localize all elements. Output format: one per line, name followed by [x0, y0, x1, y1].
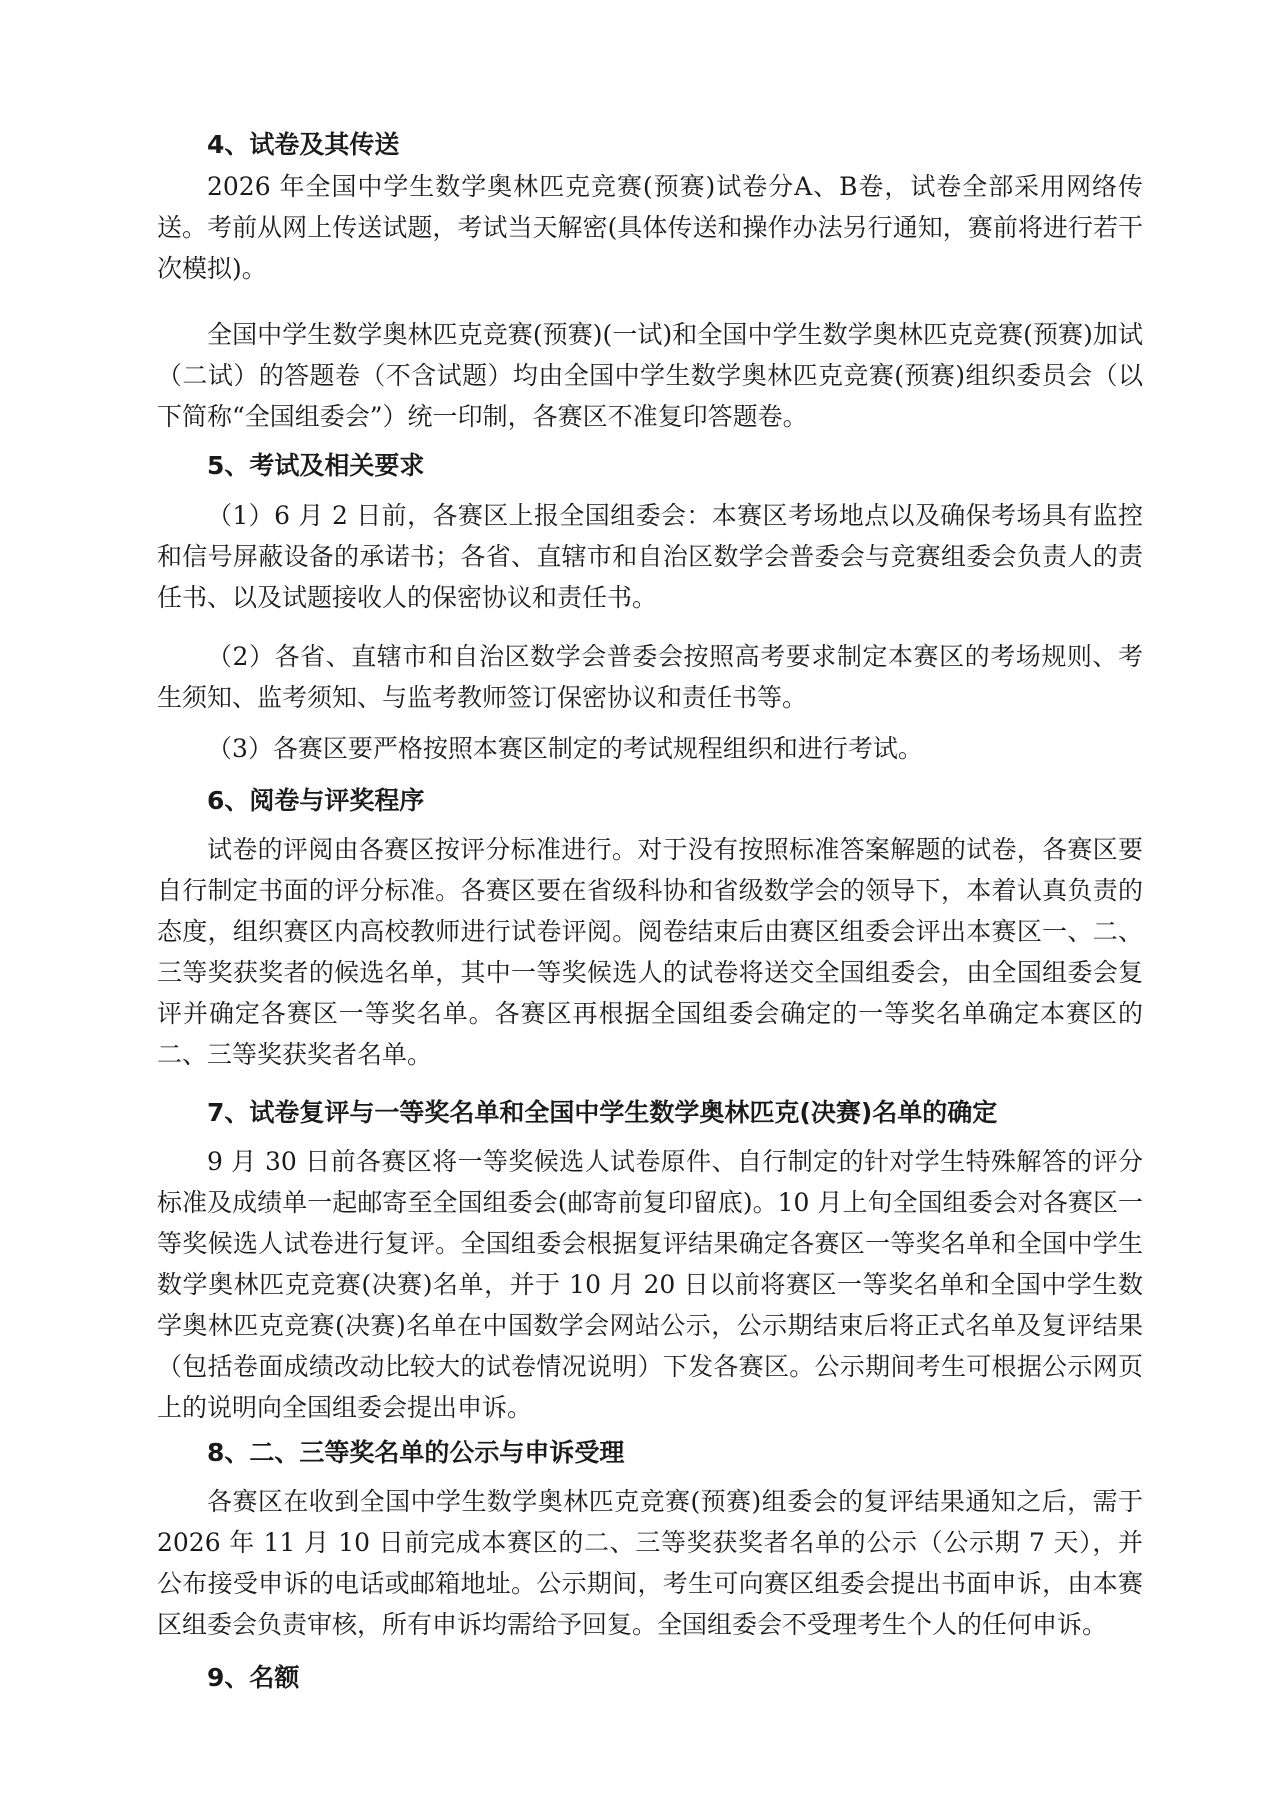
section-4-paragraph-2: 全国中学生数学奥林匹克竞赛(预赛)(一试)和全国中学生数学奥林匹克竞赛(预赛)加试（二试）的答题卷（不含试题）均由全国中学生数学奥林匹克竞赛(预赛)组织委员会（以下简称“全国组委会”）统一印制，各赛区不准复印答题卷。 [157, 320, 1143, 431]
section-5-item-2: （2）各省、直辖市和自治区数学会普委会按照高考要求制定本赛区的考场规则、考生须知、监考须知、与监考教师签订保密协议和责任书等。 [157, 642, 1143, 712]
section-5-heading: 5、考试及相关要求 [207, 451, 425, 480]
section-4-heading: 4、试卷及其传送 [207, 130, 400, 159]
section-6-heading: 6、阅卷与评奖程序 [207, 786, 425, 815]
section-5-item-1: （1）6 月 2 日前，各赛区上报全国组委会：本赛区考场地点以及确保考场具有监控和信号屏蔽设备的承诺书；各省、直辖市和自治区数学会普委会与竞赛组委会负责人的责任书、以及试题接收人的保密协议和责任书。 [157, 501, 1143, 612]
section-4-paragraph-1: 2026 年全国中学生数学奥林匹克竞赛(预赛)试卷分A、B卷，试卷全部采用网络传送。考前从网上传送试题，考试当天解密(具体传送和操作办法另行通知，赛前将进行若干次模拟)。 [157, 172, 1143, 283]
section-7-heading: 7、试卷复评与一等奖名单和全国中学生数学奥林匹克(决赛)名单的确定 [207, 1098, 998, 1127]
section-8-heading: 8、二、三等奖名单的公示与申诉受理 [207, 1438, 625, 1467]
section-8-paragraph: 各赛区在收到全国中学生数学奥林匹克竞赛(预赛)组委会的复评结果通知之后，需于 2026 年 11 月 10 日前完成本赛区的二、三等奖获奖者名单的公示（公示期 7 天），并公布接受申诉的电话或邮箱地址。公示期间，考生可向赛区组委会提出书面申诉，由本赛区组委会负责审核，所有申诉均需给予回复。全国组委会不受理考生个人的任何申诉。 [157, 1487, 1143, 1639]
section-6-paragraph: 试卷的评阅由各赛区按评分标准进行。对于没有按照标准答案解题的试卷，各赛区要自行制定书面的评分标准。各赛区要在省级科协和省级数学会的领导下，本着认真负责的态度，组织赛区内高校教师进行试卷评阅。阅卷结束后由赛区组委会评出本赛区一、二、三等奖获奖者的候选名单，其中一等奖候选人的试卷将送交全国组委会，由全国组委会复评并确定各赛区一等奖名单。各赛区再根据全国组委会确定的一等奖名单确定本赛区的二、三等奖获奖者名单。 [157, 835, 1143, 1069]
section-5-item-3: （3）各赛区要严格按照本赛区制定的考试规程组织和进行考试。 [207, 734, 923, 763]
section-7-paragraph: 9 月 30 日前各赛区将一等奖候选人试卷原件、自行制定的针对学生特殊解答的评分标准及成绩单一起邮寄至全国组委会(邮寄前复印留底)。10 月上旬全国组委会对各赛区一等奖候选人试卷进行复评。全国组委会根据复评结果确定各赛区一等奖名单和全国中学生数学奥林匹克竞赛(决赛)名单，并于 10 月 20 日以前将赛区一等奖名单和全国中学生数学奥林匹克竞赛(决赛)名单在中国数学会网站公示，公示期结束后将正式名单及复评结果（包括卷面成绩改动比较大的试卷情况说明）下发各赛区。公示期间考生可根据公示网页上的说明向全国组委会提出申诉。 [157, 1147, 1143, 1422]
section-9-heading: 9、名额 [207, 1663, 300, 1692]
